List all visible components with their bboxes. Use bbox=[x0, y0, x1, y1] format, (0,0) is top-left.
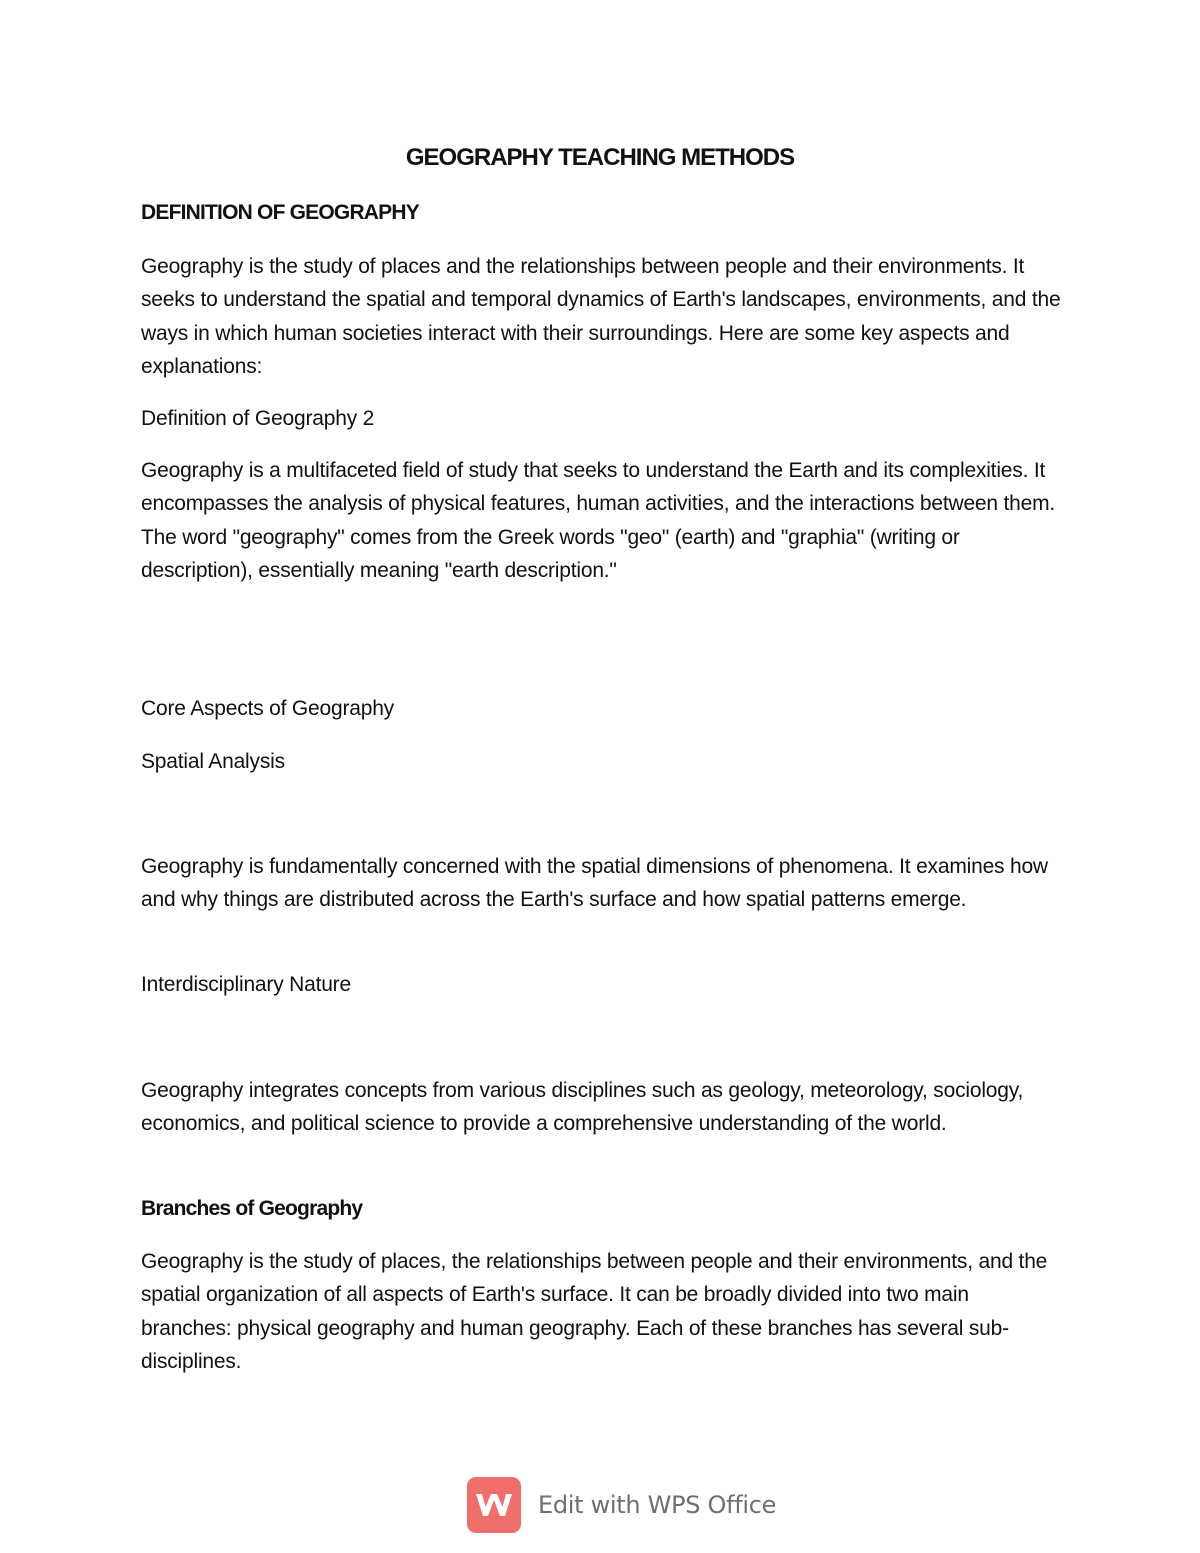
paragraph-interdisciplinary: Geography integrates concepts from various disciplines such as geology, meteorology, sociology, economics, and political science to provide a comprehensive understanding of the world. bbox=[141, 1079, 1024, 1136]
subheading-spatial-analysis: Spatial Analysis bbox=[141, 750, 285, 773]
paragraph-definition: Geography is the study of places and the relationships between people and their environments. It seeks to understand the spatial and temporal dynamics of Earth's landscapes, environments, and the ways in which human societies interact with their surroundings. Here are some key aspects and explanations: bbox=[141, 255, 1061, 378]
subheading-core-aspects: Core Aspects of Geography bbox=[141, 697, 394, 720]
paragraph-branches: Geography is the study of places, the relationships between people and their environments, and the spatial organization of all aspects of Earth's surface. It can be broadly divided into two main branches: physical geography and human geography. Each of these branches has several sub-disciplines. bbox=[141, 1250, 1048, 1373]
paragraph-definition-2: Geography is a multifaceted field of study that seeks to understand the Earth and its complexities. It encompasses the analysis of physical features, human activities, and the interactions between them. The word "geography" comes from the Greek words "geo" (earth) and "graphia" (writing or description), essentially meaning "earth description." bbox=[141, 459, 1056, 582]
wps-edit-label[interactable]: Edit with WPS Office bbox=[538, 1491, 777, 1519]
wps-w-logo-icon bbox=[467, 1477, 521, 1533]
subheading-definition-2: Definition of Geography 2 bbox=[141, 407, 375, 430]
wps-edit-banner[interactable] bbox=[467, 1477, 776, 1533]
paragraph-spatial-analysis: Geography is fundamentally concerned with the spatial dimensions of phenomena. It examines how and why things are distributed across the Earth's surface and how spatial patterns emerge. bbox=[141, 855, 1048, 912]
section-heading-definition: DEFINITION OF GEOGRAPHY bbox=[141, 201, 419, 224]
section-heading-branches: Branches of Geography bbox=[141, 1197, 363, 1220]
document-title: GEOGRAPHY TEACHING METHODS bbox=[405, 144, 795, 171]
subheading-interdisciplinary: Interdisciplinary Nature bbox=[141, 973, 351, 996]
